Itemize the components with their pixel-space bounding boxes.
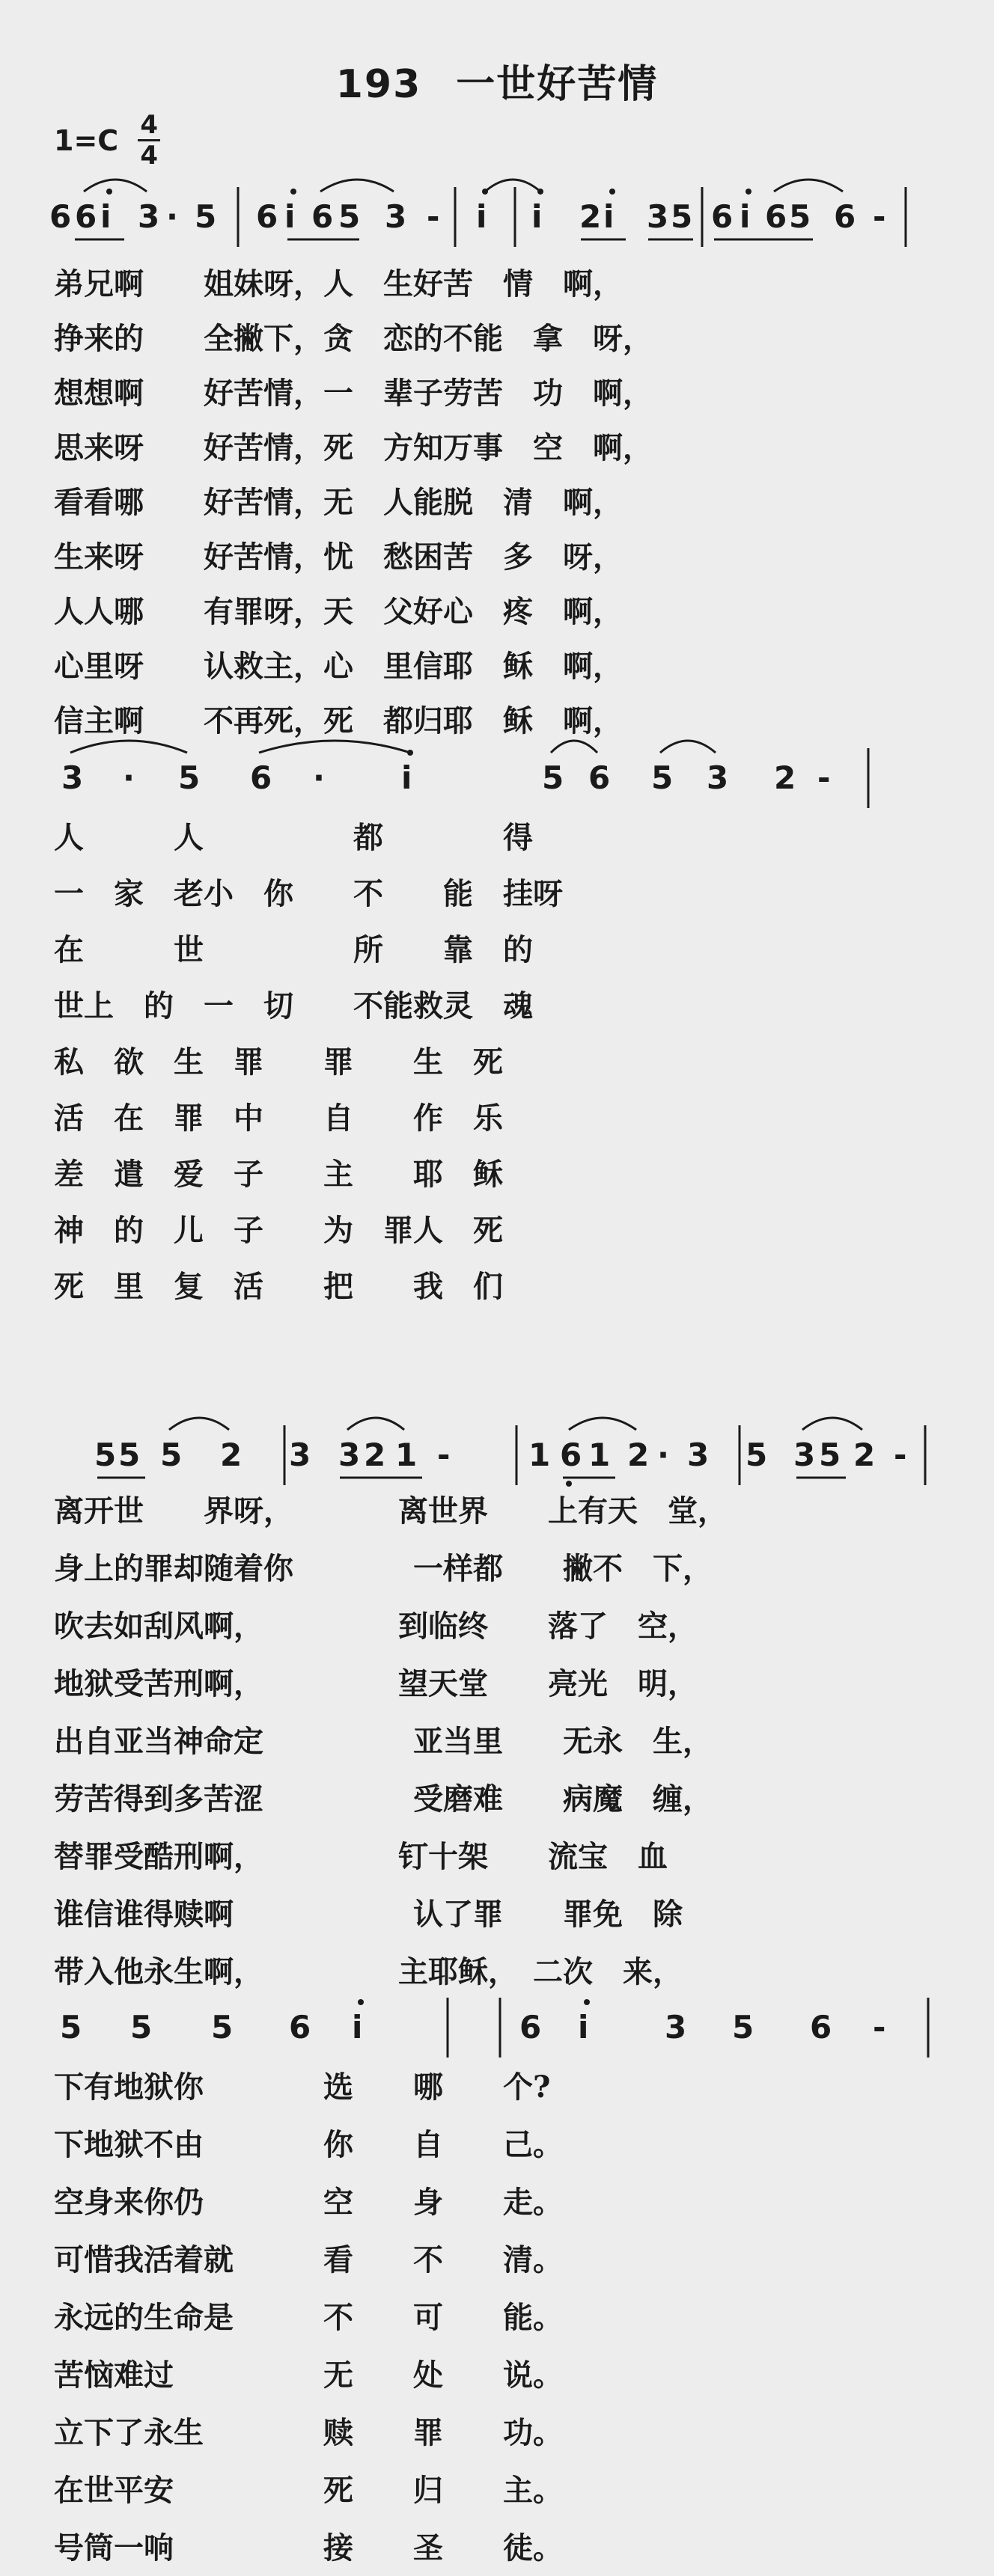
lyric-line: 立下了永生 赎 罪 功。: [54, 2415, 563, 2450]
lyric-line: 私 欲 生 罪 罪 生 死: [54, 1044, 503, 1080]
note: 5: [178, 759, 201, 796]
lyric-line: 死 里 复 活 把 我 们: [54, 1269, 503, 1304]
note: 3: [793, 1437, 816, 1473]
lyric-line: 下地狱不由 你 自 己。: [54, 2127, 563, 2162]
song-title: 一世好苦情: [456, 62, 659, 107]
lyric-line: 人 人 都 得: [54, 820, 533, 855]
tie-slur: [84, 180, 147, 192]
note: 3: [338, 1437, 361, 1473]
lyric-line: 身上的罪却随着你 一样都 撇不 下，: [54, 1551, 713, 1586]
lyric-line: 谁信谁得赎啊 认了罪 罪免 除: [54, 1897, 683, 1932]
note: 1: [395, 1437, 418, 1473]
lyric-line: 一 家 老小 你 不 能 挂呀: [54, 876, 563, 911]
note: 6: [75, 198, 97, 235]
lyric-line: 心里呀 认救主，心 里信耶 稣 啊，: [54, 649, 623, 684]
lyric-line: 在世平安 死 归 主。: [54, 2473, 563, 2508]
note: 3: [687, 1437, 710, 1473]
note: 6: [711, 198, 734, 235]
note: 5: [160, 1437, 183, 1473]
song-number: 193: [335, 62, 422, 107]
lyric-line: 弟兄啊 姐妹呀，人 生好苦 情 啊，: [54, 266, 623, 302]
tie-slur: [169, 1418, 229, 1430]
lyric-line: 离开世 界呀， 离世界 上有天 堂，: [54, 1493, 728, 1529]
octave-dot: [609, 189, 615, 195]
octave-dot: [584, 1999, 590, 2005]
note: 2: [774, 759, 796, 796]
lyric-line: 挣来的 全撇下，贪 恋的不能 拿 呀，: [54, 321, 653, 356]
note: 6: [49, 198, 72, 235]
lyric-line: 永远的生命是 不 可 能。: [54, 2300, 563, 2335]
note: 2: [220, 1437, 243, 1473]
lyric-line: 思来呀 好苦情，死 方知万事 空 啊，: [54, 430, 653, 465]
note: 6: [289, 2009, 311, 2046]
lyric-line: 可惜我活着就 看 不 清。: [54, 2242, 563, 2277]
note: 3: [385, 198, 407, 235]
note: 3: [61, 759, 84, 796]
dash-note: -: [873, 2009, 886, 2046]
note: 6: [588, 759, 611, 796]
time-bottom: 4: [140, 141, 158, 171]
lyric-line: 人人哪 有罪呀，天 父好心 疼 啊，: [54, 594, 623, 629]
note: 5: [94, 1437, 117, 1473]
dash-note: -: [427, 198, 440, 235]
note: 5: [651, 759, 674, 796]
note: 3: [707, 759, 729, 796]
note: 5: [671, 198, 693, 235]
lyric-line: 劳苦得到多苦涩 受磨难 病魔 缠，: [54, 1781, 713, 1817]
note: 5: [542, 759, 564, 796]
note: 6: [810, 2009, 832, 2046]
song-title-line: [0, 52, 994, 108]
octave-dot: [566, 1481, 572, 1487]
note: 2: [364, 1437, 386, 1473]
lyric-line: 差 遣 爱 子 主 耶 稣: [54, 1157, 503, 1192]
note: i: [531, 198, 543, 235]
lyric-line: 神 的 儿 子 为 罪人 死: [54, 1213, 503, 1248]
note: i: [603, 198, 615, 235]
note: 2: [627, 1437, 650, 1473]
note: 5: [211, 2009, 234, 2046]
octave-dot: [290, 189, 296, 195]
tie-slur: [259, 741, 410, 753]
tie-slur: [660, 741, 716, 753]
note: 3: [138, 198, 160, 235]
dot-note: ·: [313, 759, 325, 796]
lyric-line: 出自亚当神命定 亚当里 无永 生，: [54, 1724, 713, 1759]
tie-slur: [774, 180, 843, 192]
note: 5: [60, 2009, 82, 2046]
note: 6: [519, 2009, 542, 2046]
time-signature: [138, 110, 160, 171]
note: 3: [647, 198, 669, 235]
tie-slur: [569, 1418, 636, 1430]
octave-dot: [482, 189, 488, 195]
note: 2: [853, 1437, 876, 1473]
time-top: 4: [140, 110, 158, 140]
note: 2: [579, 198, 602, 235]
dash-note: -: [437, 1437, 451, 1473]
lyric-line: 活 在 罪 中 自 作 乐: [54, 1101, 503, 1136]
note: i: [352, 2009, 363, 2046]
key-signature: [54, 110, 160, 171]
lyric-line: 想想啊 好苦情，一 辈子劳苦 功 啊，: [54, 376, 653, 411]
lyric-line: 看看哪 好苦情，无 人能脱 清 啊，: [54, 485, 623, 520]
note: 1: [528, 1437, 551, 1473]
lyric-line: 号筒一响 接 圣 徒。: [54, 2530, 563, 2566]
note: 3: [289, 1437, 311, 1473]
key-label: 1=C: [54, 123, 119, 157]
octave-dot: [358, 1999, 364, 2005]
note: 5: [746, 1437, 768, 1473]
note: i: [284, 198, 296, 235]
lyric-line: 苦恼难过 无 处 说。: [54, 2358, 563, 2393]
note: 5: [819, 1437, 841, 1473]
tie-slur: [551, 741, 597, 753]
note: 6: [256, 198, 278, 235]
tie-slur: [70, 741, 187, 753]
lyric-line: 在 世 所 靠 的: [54, 932, 533, 967]
octave-dot: [537, 189, 543, 195]
octave-dot: [407, 750, 413, 756]
dash-note: -: [894, 1437, 907, 1473]
note: 5: [130, 2009, 153, 2046]
note: 5: [195, 198, 217, 235]
note: i: [100, 198, 112, 235]
lyric-line: 空身来你仍 空 身 走。: [54, 2185, 563, 2220]
lyric-line: 下有地狱你 选 哪 个?: [54, 2069, 551, 2105]
lyric-line: 地狱受苦刑啊， 望天堂 亮光 明，: [54, 1666, 698, 1701]
dash-note: -: [817, 759, 831, 796]
note: i: [740, 198, 751, 235]
lyric-line: 世上 的 一 切 不能救灵 魂: [54, 988, 533, 1024]
tie-slur: [347, 1418, 404, 1430]
tie-slur: [485, 180, 540, 192]
dash-note: -: [873, 198, 886, 235]
lyric-line: 带入他永生啊， 主耶稣， 二次 来，: [54, 1954, 683, 1989]
note: 3: [665, 2009, 687, 2046]
lyric-line: 生来呀 好苦情，忧 愁困苦 多 呀，: [54, 539, 623, 575]
dot-note: ·: [657, 1437, 669, 1473]
note: 5: [789, 198, 811, 235]
tie-slur: [320, 180, 394, 192]
octave-dot: [746, 189, 751, 195]
note: 5: [118, 1437, 141, 1473]
note: 1: [588, 1437, 611, 1473]
dot-note: ·: [166, 198, 178, 235]
note: i: [401, 759, 412, 796]
note: 6: [765, 198, 787, 235]
note: i: [578, 2009, 589, 2046]
tie-slur: [802, 1418, 862, 1430]
note: 6: [560, 1437, 582, 1473]
note: i: [476, 198, 487, 235]
note: 5: [732, 2009, 754, 2046]
note: 6: [250, 759, 272, 796]
lyric-line: 信主啊 不再死，死 都归耶 稣 啊，: [54, 703, 623, 738]
octave-dot: [106, 189, 112, 195]
note: 6: [311, 198, 334, 235]
lyric-line: 吹去如刮风啊， 到临终 落了 空，: [54, 1609, 698, 1644]
note: 6: [834, 198, 856, 235]
note: 5: [338, 198, 361, 235]
dot-note: ·: [123, 759, 135, 796]
lyric-line: 替罪受酷刑啊， 钉十架 流宝 血: [54, 1839, 668, 1874]
